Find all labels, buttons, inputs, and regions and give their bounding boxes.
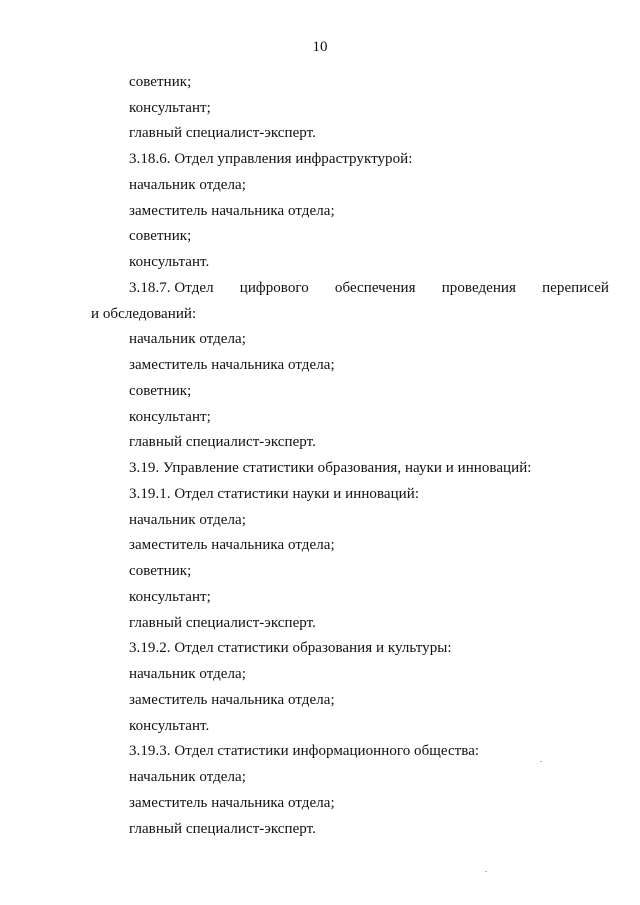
line-zamestitel-2: заместитель начальника отдела; xyxy=(129,357,335,373)
line-konsultant-2: консультант. xyxy=(129,254,210,270)
line-zamestitel-4: заместитель начальника отдела; xyxy=(129,692,335,708)
section-3-18-7-word-5: переписей xyxy=(542,280,609,296)
section-3-18-6: 3.18.6. Отдел управления инфраструктурой: xyxy=(129,151,413,167)
section-3-19-3: 3.19.3. Отдел статистики информационного общества: xyxy=(129,743,480,759)
line-glavny-specialist-1: главный специалист-эксперт. xyxy=(129,125,316,141)
section-3-18-7 xyxy=(129,278,609,298)
section-3-18-7-continuation: и обследований: xyxy=(91,306,197,322)
section-3-19: 3.19. Управление статистики образования, науки и инноваций: xyxy=(129,460,532,476)
line-konsultant-5: консультант. xyxy=(129,718,210,734)
line-nachalnik-5: начальник отдела; xyxy=(129,769,246,785)
line-nachalnik-4: начальник отдела; xyxy=(129,666,246,682)
line-zamestitel-1: заместитель начальника отдела; xyxy=(129,203,335,219)
section-3-19-1: 3.19.1. Отдел статистики науки и инноваций: xyxy=(129,486,420,502)
line-sovetnik-1: советник; xyxy=(129,74,192,90)
line-glavny-specialist-2: главный специалист-эксперт. xyxy=(129,434,316,450)
section-3-19-2: 3.19.2. Отдел статистики образования и культуры: xyxy=(129,640,452,656)
page-number: 10 xyxy=(312,39,328,55)
section-3-18-7-word-3: обеспечения xyxy=(334,280,416,296)
scan-speck xyxy=(540,761,542,762)
line-sovetnik-4: советник; xyxy=(129,563,192,579)
line-konsultant-4: консультант; xyxy=(129,589,211,605)
line-nachalnik-3: начальник отдела; xyxy=(129,512,246,528)
line-konsultant-1: консультант; xyxy=(129,100,211,116)
line-nachalnik-1: начальник отдела; xyxy=(129,177,246,193)
line-konsultant-3: консультант; xyxy=(129,409,211,425)
line-zamestitel-3: заместитель начальника отдела; xyxy=(129,537,335,553)
section-3-18-7-word-1: 3.18.7. Отдел xyxy=(129,280,214,296)
section-3-18-7-word-4: проведения xyxy=(441,280,516,296)
line-sovetnik-3: советник; xyxy=(129,383,192,399)
line-sovetnik-2: советник; xyxy=(129,228,192,244)
line-glavny-specialist-3: главный специалист-эксперт. xyxy=(129,615,316,631)
scan-speck xyxy=(485,871,487,872)
section-3-18-7-word-2: цифрового xyxy=(239,280,309,296)
line-zamestitel-5: заместитель начальника отдела; xyxy=(129,795,335,811)
line-glavny-specialist-4: главный специалист-эксперт. xyxy=(129,821,316,837)
line-nachalnik-2: начальник отдела; xyxy=(129,331,246,347)
